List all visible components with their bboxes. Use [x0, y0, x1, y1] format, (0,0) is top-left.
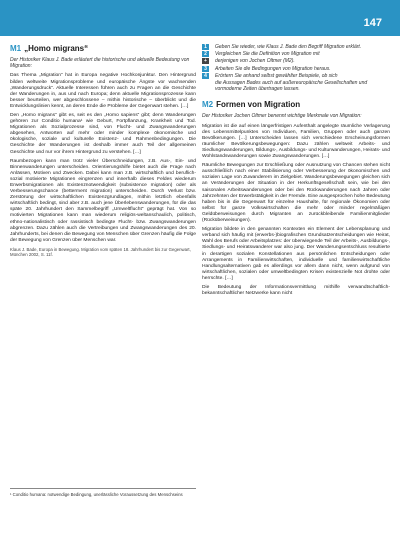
- task-number: 4: [202, 73, 209, 79]
- m1-heading: [10, 44, 196, 53]
- m1-tag: M1: [10, 44, 22, 53]
- task-item: [202, 58, 390, 64]
- task-extra-marker: +: [202, 58, 209, 64]
- task-list: [202, 44, 390, 92]
- task-text: die Aussagen Bades auch auf außereuropäische Gesellschaften und vormoderne Zeiten übertragen lassen.: [215, 80, 368, 93]
- task-item: [202, 73, 390, 79]
- task-item: [202, 66, 390, 72]
- m1-title: „Homo migrans“: [24, 44, 89, 53]
- task-text: Vergleichen Sie die Definition von Migration mit: [215, 51, 320, 58]
- m2-paragraph-4: Die Bedeutung der Informationsvermittlung mithilfe verwandtschaftlich-bekanntschaftlicher Netzwerke kann nicht: [202, 284, 390, 297]
- task-item: [202, 44, 390, 50]
- m2-paragraph-3: Migration bildete in den genannten Kontexten ein Element der Lebensplanung und verband sich häufig mit (erwerbs-)biografischen Grundsatzentscheidungen wie Heirat, Wahl des Berufs oder Arbeitsplatzes: der überwiegende Teil der Arbeits-, Ausbildungs-, Siedlungs- und Heiratswanderer war also jung. Der Wanderungsentschluss resultierte in derartigen sozialen Konstellationen aus persönlichen Entscheidungen oder Arrangements in Familienwirtschaften, individuelle und familienwirtschaftliche Handlungsalternativen gab es allerdings vor allem dann nicht, wenn aufgrund von wirtschaftlichen, sozialen oder umweltbedingten Krisen existenzielle Not drohte oder herrschte. […]: [202, 227, 390, 281]
- task-item: [202, 51, 390, 57]
- task-number: 3: [202, 66, 209, 72]
- m1-paragraph-3: Raumbezogen kann man trotz vieler Überschneidungen, z.B. Aus-, Ein- und Binnenwanderungen unterscheiden. Orientierungshilfe bietet auch die Frage nach Anlässen, Motiven und Zwecken. Dabei kann man z.B. wirtschaftlich und beruflich-sozial motivierte Migrationen eingrenzen und innerhalb dieses Feldes wiederum Erwerbsmigrationen als Existenznotwendigkeit (subsistence migration) oder als Verbesserungschance (betterment migration) unterscheiden. Durch Verlust bzw. Zerstörung der wirtschaftlichen Existenzgrundlagen, mithin letztlich ebenfalls wirtschaftlich bedingt, sind aber z.B. auch jene Überlebenswanderungen, für die das späte 20. Jahrhundert den Sammelbegriff „Umweltflucht“ geprägt hat. Von so motivierten Migrationen kann man wiederum religiös-weltanschaulich, politisch, ethno-nationalistisch oder rassistisch bedingte Flucht- bzw. Zwangswanderungen abgrenzen. Dazu zählen auch die Vertreibungen und Zwangswanderungen des 20. Jahrhunderts, bei denen die Bewegung von Menschen über Grenzen häufig die Folge der Bewegung von Grenzen über Menschen war.: [10, 158, 196, 243]
- page-header-bar: [0, 0, 400, 36]
- m2-tag: M2: [202, 100, 214, 110]
- footnote: ¹ Conditio humana: notwendige Bedingung, unerlässliche Voraussetzung des Menschseins: [10, 488, 196, 497]
- task-text: Geben Sie wieder, wie Klaus J. Bade den Begriff Migration erklärt.: [215, 44, 362, 50]
- left-column: [10, 44, 196, 258]
- task-item: [202, 80, 390, 92]
- m1-source: Klaus J. Bade, Europa in Bewegung. Migration vom späten 18. Jahrhundert bis zur Gegenwart, München 2002, S. 11f.: [10, 246, 191, 258]
- m2-paragraph-1: Migration ist die auf einen längerfristigen Aufenthalt angelegte räumliche Verlagerung des Lebensmittelpunktes von Individuen, Familien, Gruppen oder auch ganzen Bevölkerungen. […] Unterscheiden lassen sich verschiedene Erscheinungsformen räumlicher Bevölkerungsbewegungen: Dazu zählen weltweit Arbeits- und Siedlungswanderungen, Bildungs-, Ausbildungs- und Kulturwanderungen, Heirats- und Wohlstandswanderungen sowie Zwangswanderungen. […]: [202, 123, 390, 160]
- m1-paragraph-1: Das Thema „Migration“ hat in Europa negative Hochkonjunktur. Den Hintergrund bilden weltweite Migrationsprobleme und europäische Ängste vor wachsenden „Wanderungsdruck“. Aktuelle Interessen führen auch zu Fragen an die Geschichte der Wanderungen in, aus und nach Europa; denn aktuelle Migrationsprozesse kann besser beurteilen, wer abgeschlossene – mithin historische – überblickt und die Entwicklungslinien kennt, an deren Ende die Probleme der Gegenwart stehen. […]: [10, 73, 196, 109]
- page-number: 147: [363, 17, 382, 29]
- task-number: 1: [202, 44, 209, 50]
- m1-intro: Der Historiker Klaus J. Bade erläutert die historische und aktuelle Bedeutung von Migration:: [10, 57, 190, 70]
- m1-paragraph-2: Den „Homo migrans“ gibt es, seit es den „Homo sapiens“ gibt; denn Wanderungen gehören zur Conditio humana¹ wie Geburt, Fortpflanzung, Krankheit und Tod. Migrationen als Sozialprozesse sind, von Flucht- und Zwangswanderungen abgesehen, Antworten auf mehr oder minder komplexe ökonomische und ökologische, soziale und kulturelle Existenz- und Rahmenbedingungen. Die Geschichte der Wanderungen ist deshalb immer auch Teil der allgemeinen Geschichte und nur vor ihrem Hintergrund zu verstehen. […]: [10, 112, 196, 155]
- task-text: Erörtern Sie anhand selbst gewählter Beispiele, ob sich: [215, 72, 338, 79]
- task-text: derjenigen von Jochen Oltmer (M2).: [215, 58, 295, 65]
- m2-intro: Der Historiker Jochen Oltmer benennt wichtige Merkmale von Migration:: [202, 113, 362, 120]
- m2-paragraph-2: Räumliche Bewegungen zur Erschließung oder Ausnutzung von Chancen stehen nicht ausschließlich nach einer Stabilisierung oder Verbesserung der ökonomischen und sozialen Lage von Zuwanderern im Zielgebiet. Wanderungsbewegungen gleichen sich an Veränderungen der Situation in der Herkunftsgesellschaft sein, wie bei den saisonalen Arbeitswanderungen oder bei den Rückwanderungen nach Jahren oder Jahrzehnten der Erwerbstätigkeit in der Fremde. Eine ausgesprochen hohe Bedeutung haben bis in die Gegenwart für einzelne Haushalte, für regionale Ökonomien oder selbst für ganze Volkswirtschaften die mehr oder minder regelmäßigen Geldüberweisungen durch Migranten an zurückbleibende Familienmitglieder (Rücküberweisungen).: [202, 163, 390, 224]
- task-number-spacer: [202, 80, 209, 86]
- task-text: Arbeiten Sie die Bedingungen von Migration heraus.: [215, 65, 331, 72]
- task-number: 2: [202, 51, 209, 57]
- m2-heading: [202, 100, 390, 109]
- right-column: [202, 44, 390, 300]
- m2-title: Formen von Migration: [216, 100, 301, 110]
